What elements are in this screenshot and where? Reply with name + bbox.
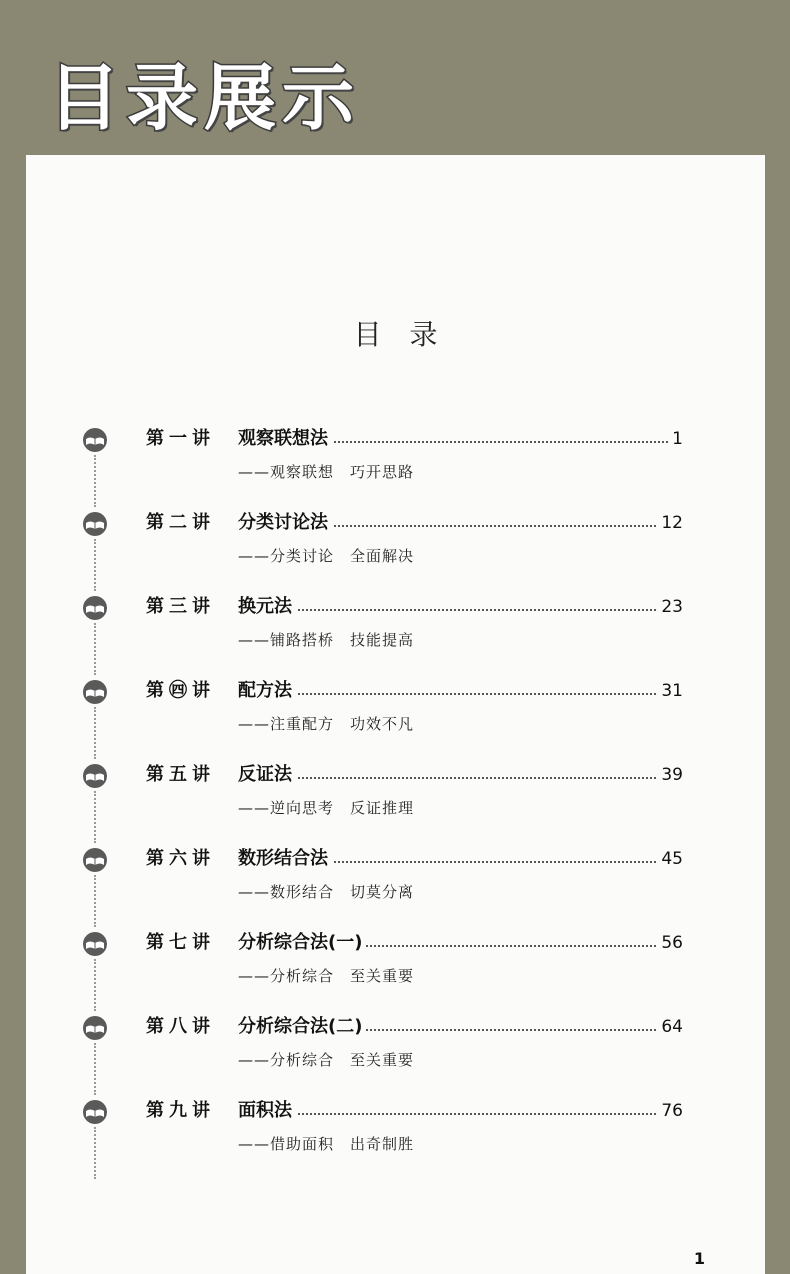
chapter-page: 39 — [657, 763, 683, 787]
chapter-page: 31 — [657, 679, 683, 703]
banner-title: 目录展示 — [48, 56, 361, 140]
chapter-page: 12 — [657, 511, 683, 535]
chapter-subtitle: ——数形结合 切莫分离 — [238, 883, 415, 901]
book-icon — [80, 511, 110, 537]
chapter-title: 分析综合法(二) — [238, 1015, 366, 1039]
toc-entry[interactable] — [26, 1099, 765, 1183]
dot-leader — [238, 777, 680, 779]
dot-leader — [238, 693, 680, 695]
dot-leader — [238, 609, 680, 611]
chapter-title: 数形结合法 — [238, 847, 332, 871]
chapter-subtitle: ——观察联想 巧开思路 — [238, 463, 415, 481]
chapter-subtitle: ——分类讨论 全面解决 — [238, 547, 415, 565]
chapter-title: 反证法 — [238, 763, 296, 787]
toc-entry[interactable] — [26, 595, 765, 679]
chapter-title: 面积法 — [238, 1099, 296, 1123]
chapter-subtitle: ——注重配方 功效不凡 — [238, 715, 415, 733]
chapter-page: 56 — [657, 931, 683, 955]
chapter-number: 第一讲 — [146, 428, 215, 449]
dotted-connector — [94, 707, 96, 759]
dotted-connector — [94, 455, 96, 507]
chapter-subtitle: ——分析综合 至关重要 — [238, 1051, 415, 1069]
chapter-number: 第五讲 — [146, 764, 215, 785]
dotted-connector — [94, 1043, 96, 1095]
book-icon — [80, 679, 110, 705]
page-number: 1 — [693, 1249, 705, 1268]
toc-entry[interactable] — [26, 763, 765, 847]
chapter-number: 第三讲 — [146, 596, 215, 617]
chapter-title: 观察联想法 — [238, 427, 332, 451]
chapter-number: 第六讲 — [146, 848, 215, 869]
chapter-page: 64 — [657, 1015, 683, 1039]
toc-entry[interactable] — [26, 511, 765, 595]
chapter-page: 23 — [657, 595, 683, 619]
chapter-page: 45 — [657, 847, 683, 871]
chapter-title: 分类讨论法 — [238, 511, 332, 535]
chapter-subtitle: ——借助面积 出奇制胜 — [238, 1135, 415, 1153]
dotted-connector — [94, 875, 96, 927]
chapter-subtitle: ——分析综合 至关重要 — [238, 967, 415, 985]
chapter-number: 第八讲 — [146, 1016, 215, 1037]
book-icon — [80, 763, 110, 789]
dotted-connector — [94, 623, 96, 675]
book-icon — [80, 595, 110, 621]
book-icon — [80, 427, 110, 453]
dotted-connector — [94, 1127, 96, 1179]
toc-page — [26, 155, 765, 1274]
chapter-title: 分析综合法(一) — [238, 931, 366, 955]
toc-entry[interactable] — [26, 1015, 765, 1099]
chapter-subtitle: ——逆向思考 反证推理 — [238, 799, 415, 817]
toc-entry[interactable] — [26, 847, 765, 931]
book-icon — [80, 931, 110, 957]
book-icon — [80, 847, 110, 873]
dotted-connector — [94, 791, 96, 843]
chapter-title: 换元法 — [238, 595, 296, 619]
banner — [0, 0, 790, 155]
book-icon — [80, 1099, 110, 1125]
toc-entry[interactable] — [26, 679, 765, 763]
chapter-subtitle: ——铺路搭桥 技能提高 — [238, 631, 415, 649]
chapter-number: 第二讲 — [146, 512, 215, 533]
dotted-connector — [94, 539, 96, 591]
chapter-page: 76 — [657, 1099, 683, 1123]
chapter-page: 1 — [668, 427, 683, 451]
toc-entry[interactable] — [26, 427, 765, 511]
toc-entry[interactable] — [26, 931, 765, 1015]
chapter-number: 第㊃讲 — [146, 680, 215, 701]
chapter-title: 配方法 — [238, 679, 296, 703]
book-icon — [80, 1015, 110, 1041]
toc-heading: 目录 — [353, 318, 466, 351]
chapter-number: 第九讲 — [146, 1100, 215, 1121]
dotted-connector — [94, 959, 96, 1011]
dot-leader — [238, 1113, 680, 1115]
chapter-number: 第七讲 — [146, 932, 215, 953]
